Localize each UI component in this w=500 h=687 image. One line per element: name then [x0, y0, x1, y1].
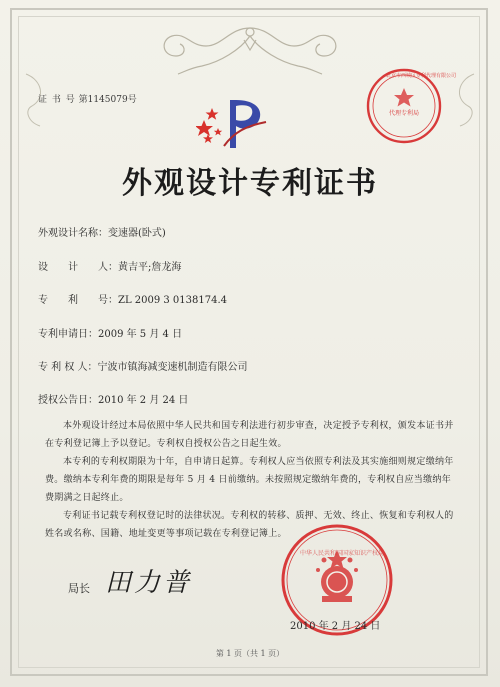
field-value: 变速器(卧式): [108, 228, 166, 239]
patent-office-emblem: [196, 92, 276, 152]
field-value: ZL 2009 3 0138174.4: [118, 295, 228, 306]
issue-date: 2010 年 2 月 24 日: [290, 621, 381, 632]
field-label: 专 利 权 人：: [38, 362, 98, 373]
field-label: 授权公告日：: [38, 395, 98, 406]
cert-number: [38, 92, 137, 105]
field-value: 2009 年 5 月 4 日: [98, 329, 183, 340]
cert-number-label: 证 书 号: [38, 95, 76, 105]
field-patent-number: [38, 291, 227, 306]
field-design-name: [38, 224, 166, 239]
top-ornament: [150, 22, 350, 77]
page-footer: 第 1 页（共 1 页）: [215, 649, 285, 658]
field-label: 专利申请日：: [38, 329, 98, 340]
signature: [105, 562, 192, 599]
field-label: 设 计 人：: [38, 262, 118, 273]
field-application-date: [38, 325, 182, 340]
paragraph-term: 本专利的专利权期限为十年，自申请日起算。专利权人应当依照专利法及其实施细则规定缴纳年费。缴纳本专利年费的期限是每年 5 月 4 日前缴纳。未按照规定缴纳年费的，专利权自应当缴纳年费期满之日起终止。: [45, 457, 454, 503]
agency-seal-ring-text: 北京市西城区专利代理有限公司: [386, 73, 457, 79]
field-label: 外观设计名称：: [38, 228, 108, 239]
agency-seal-center-text: 代理专利局: [388, 110, 419, 117]
paragraph-grant: 本外观设计经过本局依照中华人民共和国专利法进行初步审查，决定授予专利权，颁发本证书并在专利登记簿上予以登记。专利权自授权公告之日起生效。: [45, 421, 454, 449]
cert-number-value: 第1145079号: [78, 95, 137, 105]
national-seal-text: 中华人民共和国国家知识产权局: [300, 550, 385, 557]
certificate-title: 外观设计专利证书: [122, 166, 378, 201]
field-value: 黄吉平;詹龙海: [118, 262, 182, 273]
field-grant-date: [38, 391, 188, 406]
field-designer: [38, 258, 181, 273]
right-ornament: [448, 70, 478, 130]
paragraph-register: 专利证书记载专利权登记时的法律状况。专利权的转移、质押、无效、终止、恢复和专利权人的姓名或名称、国籍、地址变更等事项记载在专利登记簿上。: [45, 511, 454, 539]
signatory-title: 局长: [68, 582, 90, 595]
field-patentee: [38, 358, 248, 373]
field-value: 宁波市镇海减变速机制造有限公司: [97, 362, 248, 373]
field-label: 专 利 号：: [38, 295, 118, 306]
field-value: 2010 年 2 月 24 日: [98, 395, 189, 406]
signature-text: 田力普: [105, 568, 193, 598]
